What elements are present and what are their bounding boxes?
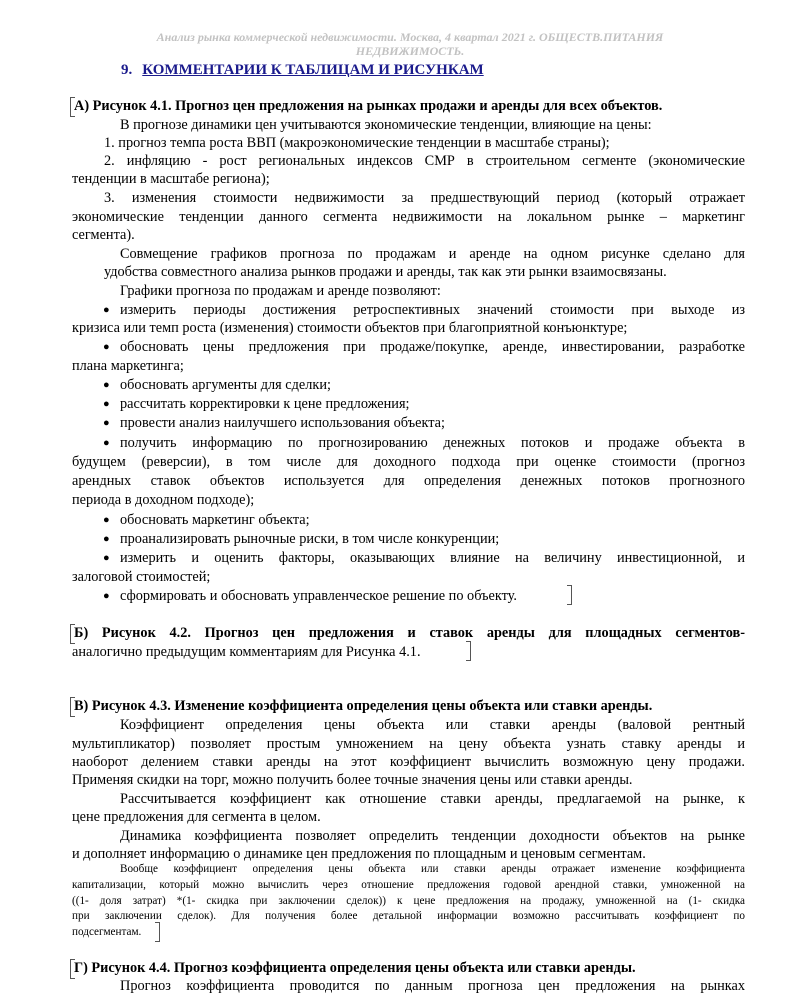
- bullet-item: проанализировать рыночные риски, в том числе конкуренции;: [120, 531, 500, 547]
- bullet-item: обосновать цены предложения при продаже/покупке, аренде, инвестировании, разработке: [120, 339, 745, 355]
- section-title[interactable]: КОММЕНТАРИИ К ТАБЛИЦАМ И РИСУНКАМ: [142, 62, 484, 78]
- paragraph-line: Динамика коэффициента позволяет определить тенденции доходности объектов на рынке: [120, 828, 745, 844]
- bullet-item: рассчитать корректировки к цене предложения;: [120, 396, 410, 412]
- bullet-item: измерить и оценить факторы, оказывающих влияние на величину инвестиционной, и: [120, 550, 745, 566]
- section-number: 9.: [121, 62, 133, 78]
- paragraph-line: наоборот делением ставки аренды на этот коэффициент вычислить возможную цену продажи.: [72, 754, 745, 770]
- comment-bracket-close: [466, 641, 471, 661]
- comment-bracket-close: [567, 585, 572, 605]
- note-line: при заключении сделок). Для получения более детальной информации возможно рассчитывать коэффициент по: [72, 910, 745, 922]
- paragraph-line: мультипликатор) позволяет простым умножением на цену объекта узнать ставку аренды и: [72, 736, 745, 752]
- note-line: подсегментам.: [72, 926, 142, 938]
- bullet-icon: ●: [103, 552, 110, 564]
- running-header-cont: НЕДВИЖИМОСТЬ.: [355, 44, 465, 58]
- bullet-icon: ●: [103, 417, 110, 429]
- subsection-title-g: Г) Рисунок 4.4. Прогноз коэффициента определения цены объекта или ставки аренды.: [74, 960, 636, 976]
- paragraph-line: Коэффициент определения цены объекта или ставки аренды (валовой рентный: [120, 717, 745, 733]
- bullet-item: обосновать аргументы для сделки;: [120, 377, 331, 393]
- bullet-item-cont: будущем (реверсии), в том числе для доходного подхода при оценке стоимости (прогноз: [72, 454, 745, 470]
- bullet-item: получить информацию по прогнозированию денежных потоков и продаже объекта в: [120, 435, 745, 451]
- paragraph-line: аналогично предыдущим комментариям для Рисунка 4.1.: [72, 644, 421, 660]
- paragraph-line: удобства совместного анализа рынков продажи и аренды, так как эти рынки взаимосвязаны.: [104, 264, 667, 280]
- list-item-numbered: 2. инфляцию - рост региональных индексов СМР в строительном сегменте (экономические: [104, 153, 745, 169]
- paragraph-line: экономические тенденции данного сегмента недвижимости на локальном рынке – маркетинг: [72, 209, 745, 225]
- note-line: Вообще коэффициент определения цены объекта или ставки аренды отражает изменение коэффициента: [120, 863, 745, 875]
- bullet-icon: ●: [103, 514, 110, 526]
- note-line: капитализации, который можно вычислить через отношение предложения годовой арендной ставки, умноженной на: [72, 879, 745, 891]
- bullet-item-cont: залоговой стоимостей;: [72, 569, 211, 585]
- bullet-icon: ●: [103, 379, 110, 391]
- paragraph-line: Прогноз коэффициента проводится по данным прогноза цен предложения на рынках: [120, 978, 745, 994]
- paragraph-line: Графики прогноза по продажам и аренде позволяют:: [120, 283, 441, 299]
- bullet-item: сформировать и обосновать управленческое решение по объекту.: [120, 588, 517, 604]
- paragraph-line: В прогнозе динамики цен учитываются экономические тенденции, влияющие на цены:: [120, 117, 652, 133]
- subsection-title-v: В) Рисунок 4.3. Изменение коэффициента определения цены объекта или ставки аренды.: [74, 698, 653, 714]
- paragraph-line: цене предложения для сегмента в целом.: [72, 809, 321, 825]
- paragraph-line: и дополняет информацию о динамике цен предложения по площадным и ценовым сегментам.: [72, 846, 646, 862]
- bullet-icon: ●: [103, 341, 110, 353]
- paragraph-line: Совмещение графиков прогноза по продажам и аренде на одном рисунке сделано для: [120, 246, 745, 262]
- paragraph-line: тенденции в масштабе региона);: [72, 171, 270, 187]
- list-item-numbered: 1. прогноз темпа роста ВВП (макроэкономические тенденции в масштабе страны);: [104, 135, 610, 151]
- running-header: Анализ рынка коммерческой недвижимости. Москва, 4 квартал 2021 г. ОБЩЕСТВ.ПИТАНИЯ: [156, 30, 664, 44]
- bullet-icon: ●: [103, 533, 110, 545]
- bullet-icon: ●: [103, 398, 110, 410]
- bullet-icon: ●: [103, 437, 110, 449]
- bullet-item-cont: плана маркетинга;: [72, 358, 184, 374]
- bullet-item: измерить периоды достижения ретроспективных значений стоимости при выходе из: [120, 302, 745, 318]
- bullet-item-cont: арендных ставок объектов используется для определения денежных потоков прогнозного: [72, 473, 745, 489]
- bullet-icon: ●: [103, 304, 110, 316]
- subsection-title-a: А) Рисунок 4.1. Прогноз цен предложения на рынках продажи и аренды для всех объектов.: [74, 98, 663, 114]
- section-heading[interactable]: [121, 62, 484, 79]
- paragraph-line: Рассчитывается коэффициент как отношение ставки аренды, предлагаемой на рынке, к: [120, 791, 745, 807]
- bullet-item-cont: кризиса или темп роста (изменения) стоимости объектов при благоприятной конъюнктуре;: [72, 320, 628, 336]
- bullet-item-cont: периода в доходном подходе);: [72, 492, 255, 508]
- bullet-icon: ●: [103, 590, 110, 602]
- bullet-item: обосновать маркетинг объекта;: [120, 512, 310, 528]
- note-line: ((1- доля затрат) *(1- скидка при заключении сделок)) к цене предложения на продажу, умноженной на (1- скидка: [72, 895, 745, 907]
- subsection-title-b: Б) Рисунок 4.2. Прогноз цен предложения и ставок аренды для площадных сегментов-: [74, 625, 745, 641]
- bullet-item: провести анализ наилучшего использования объекта;: [120, 415, 445, 431]
- paragraph-line: Применяя скидки на торг, можно получить более точные значения цены или ставки аренды.: [72, 772, 633, 788]
- list-item-numbered: 3. изменения стоимости недвижимости за предшествующий период (который отражает: [104, 190, 745, 206]
- comment-bracket-close: [155, 922, 160, 942]
- paragraph-line: сегмента).: [72, 227, 135, 243]
